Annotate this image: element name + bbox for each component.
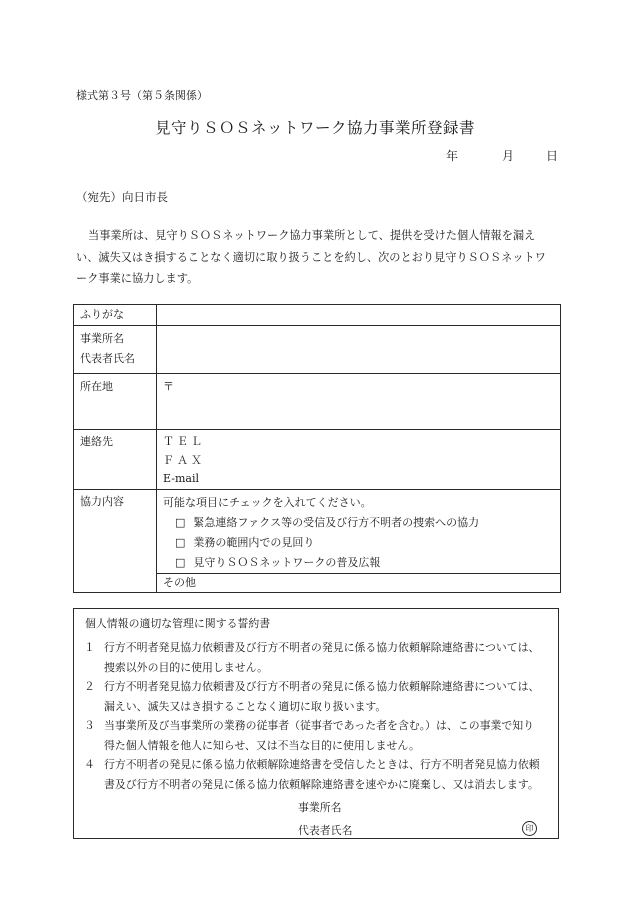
furigana-row bbox=[74, 305, 561, 326]
oath-item-text-cont: 捜索以外の目的に使用しません。 bbox=[104, 660, 269, 674]
checkbox-icon[interactable]: □ bbox=[175, 516, 186, 529]
oath-item-4 bbox=[84, 755, 554, 794]
oath-item-2 bbox=[84, 677, 554, 716]
checkbox-icon[interactable]: □ bbox=[175, 536, 186, 549]
option-publicity[interactable] bbox=[163, 553, 554, 573]
option-label: 業務の範囲内での見回り bbox=[193, 536, 315, 549]
email-label: E-mail bbox=[163, 472, 199, 485]
oath-item-text: 当事業所及び当事業所の業務の従事者（従事者であった者を含む。）は、この事業で知り bbox=[104, 719, 535, 732]
pledge-text: 当事業所は、見守りＳＯＳネットワーク協力事業所として、提供を受けた個人情報を漏えい、滅失又はき損することなく適切に取り扱うことを約し、次のとおり見守りＳＯＳネットワーク事業に協力します。 bbox=[76, 229, 546, 285]
seal-icon: 印 bbox=[522, 821, 537, 836]
other-field[interactable] bbox=[157, 574, 561, 593]
oath-title: 個人情報の適切な管理に関する誓約書 bbox=[85, 617, 271, 630]
business-name-row bbox=[74, 326, 561, 374]
oath-item-text: 行方不明者発見協力依頼書及び行方不明者の発見に係る協力依頼解除連絡書については、 bbox=[104, 641, 540, 654]
checkbox-icon[interactable]: □ bbox=[175, 556, 186, 569]
oath-item-text: 行方不明者の発見に係る協力依頼解除連絡書を受信したときは、行方不明者発見協力依頼 bbox=[104, 758, 540, 771]
option-patrol[interactable] bbox=[163, 533, 554, 553]
other-label: その他 bbox=[163, 576, 196, 589]
oath-item-text-cont: 漏えい、滅失又はき損することなく適切に取り扱います。 bbox=[104, 699, 387, 713]
fax-label: ＦＡＸ bbox=[163, 453, 205, 467]
cooperation-row bbox=[74, 490, 561, 574]
form-number: 様式第３号（第５条関係） bbox=[76, 89, 208, 102]
registration-table bbox=[73, 304, 561, 593]
business-name-field[interactable] bbox=[157, 326, 561, 374]
representative-label: 代表者氏名 bbox=[80, 352, 135, 365]
option-label: 緊急連絡ファクス等の受信及び行方不明者の捜索への協力 bbox=[193, 516, 480, 529]
oath-item-text: 行方不明者発見協力依頼書及び行方不明者の発見に係る協力依頼解除連絡書については、 bbox=[104, 680, 540, 693]
business-name-label: 事業所名 bbox=[80, 332, 124, 345]
oath-item-text-cont: 得た個人情報を他人に知らせ、又は不当な目的に使用しません。 bbox=[104, 738, 420, 752]
oath-item-1 bbox=[84, 638, 554, 677]
furigana-field[interactable] bbox=[157, 305, 561, 326]
contact-field[interactable] bbox=[157, 430, 561, 490]
oath-item-3 bbox=[84, 716, 554, 755]
oath-item-number: ３ bbox=[84, 719, 95, 732]
cooperation-label: 協力内容 bbox=[74, 490, 157, 593]
signature-business-name: 事業所名 bbox=[298, 801, 342, 814]
cooperation-instruction: 可能な項目にチェックを入れてください。 bbox=[163, 496, 372, 509]
tel-label: ＴＥＬ bbox=[163, 435, 205, 448]
oath-item-text-cont: 書及び行方不明者の発見に係る協力依頼解除連絡書を速やかに廃棄し、又は消去します。 bbox=[104, 777, 539, 791]
postal-mark: 〒 bbox=[163, 380, 174, 393]
signature-representative: 代表者氏名 bbox=[298, 824, 353, 837]
address-row bbox=[74, 374, 561, 430]
document-title: 見守りＳＯＳネットワーク協力事業所登録書 bbox=[154, 119, 475, 137]
option-search-cooperation[interactable] bbox=[163, 513, 554, 533]
date-month: 月 bbox=[502, 149, 515, 163]
contact-label: 連絡先 bbox=[74, 430, 157, 490]
address-field[interactable] bbox=[157, 374, 561, 430]
contact-row bbox=[74, 430, 561, 490]
furigana-label: ふりがな bbox=[74, 305, 157, 326]
date-year: 年 bbox=[446, 149, 459, 163]
oath-section bbox=[73, 608, 559, 839]
oath-item-number: ４ bbox=[84, 758, 95, 771]
oath-item-number: ２ bbox=[84, 680, 95, 693]
date-day: 日 bbox=[546, 149, 559, 163]
address-label: 所在地 bbox=[74, 374, 157, 430]
oath-item-number: １ bbox=[84, 641, 95, 654]
date-line bbox=[446, 147, 558, 164]
option-label: 見守りＳＯＳネットワークの普及広報 bbox=[193, 556, 381, 569]
addressee: （宛先）向日市長 bbox=[76, 190, 168, 204]
cooperation-field bbox=[157, 490, 561, 574]
